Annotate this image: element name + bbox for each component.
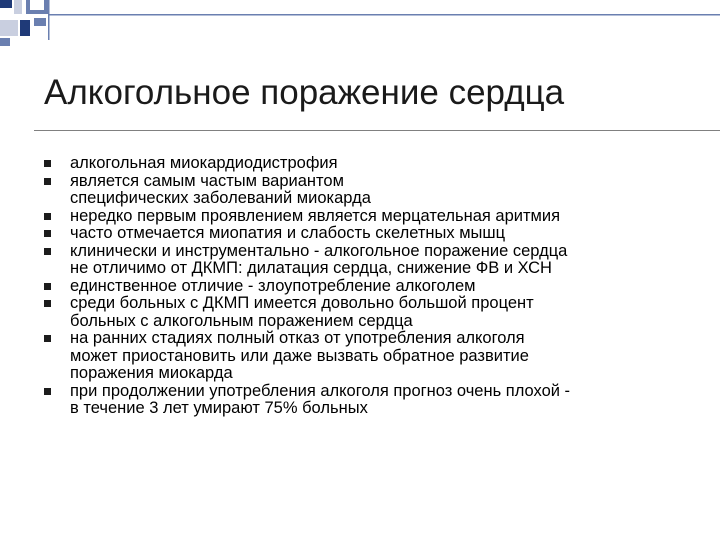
bullet-text-line: специфических заболеваний миокарда (70, 189, 371, 207)
square-bullet-icon (44, 248, 51, 255)
bullet-item (42, 208, 702, 226)
title-divider (34, 130, 720, 131)
bullet-text-line: клинически и инструментально - алкогольное поражение сердца (70, 241, 568, 260)
square-bullet-icon (44, 213, 51, 220)
bullet-item (42, 243, 702, 278)
bullet-text-line: на ранних стадиях полный отказ от употребления алкоголя (70, 329, 525, 347)
bullet-item (42, 330, 702, 383)
bullet-text-line: поражения миокарда (70, 364, 233, 382)
bullet-item (42, 295, 702, 330)
square-bullet-icon (44, 388, 51, 395)
square-bullet-icon (44, 300, 51, 307)
bullet-item (42, 225, 702, 243)
bullet-text-line: часто отмечается миопатия и слабость скелетных мышц (70, 224, 506, 242)
slide-title: Алкогольное поражение сердца (44, 73, 565, 112)
bullet-text-line: не отличимо от ДКМП: дилатация сердца, снижение ФВ и ХСН (70, 259, 552, 277)
bullet-item (42, 278, 702, 296)
bullet-text-line: алкогольная миокардиодистрофия (70, 154, 338, 172)
bullet-text-line: больных с алкогольным поражением сердца (70, 311, 413, 330)
corner-decoration (0, 0, 720, 60)
square-bullet-icon (44, 335, 51, 342)
bullet-text-line: может приостановить или даже вызвать обратное развитие (70, 346, 529, 365)
bullet-text-line: среди больных с ДКМП имеется довольно большой процент (70, 294, 534, 312)
square-bullet-icon (44, 283, 51, 290)
bullet-item (42, 173, 702, 208)
bullet-text-line: при продолжении употребления алкоголя прогноз очень плохой - (70, 381, 571, 400)
square-bullet-icon (44, 230, 51, 237)
square-bullet-icon (44, 178, 51, 185)
bullet-text-line: является самым частым вариантом (70, 171, 344, 190)
bullet-text-line: единственное отличие - злоупотребление алкоголем (70, 276, 476, 295)
bullet-item (42, 155, 702, 173)
bullet-item (42, 383, 702, 418)
bullet-text-line: нередко первым проявлением является мерцательная аритмия (70, 206, 561, 225)
bullet-list (42, 155, 702, 418)
bullet-text-line: в течение 3 лет умирают 75% больных (70, 399, 368, 417)
square-bullet-icon (44, 160, 51, 167)
